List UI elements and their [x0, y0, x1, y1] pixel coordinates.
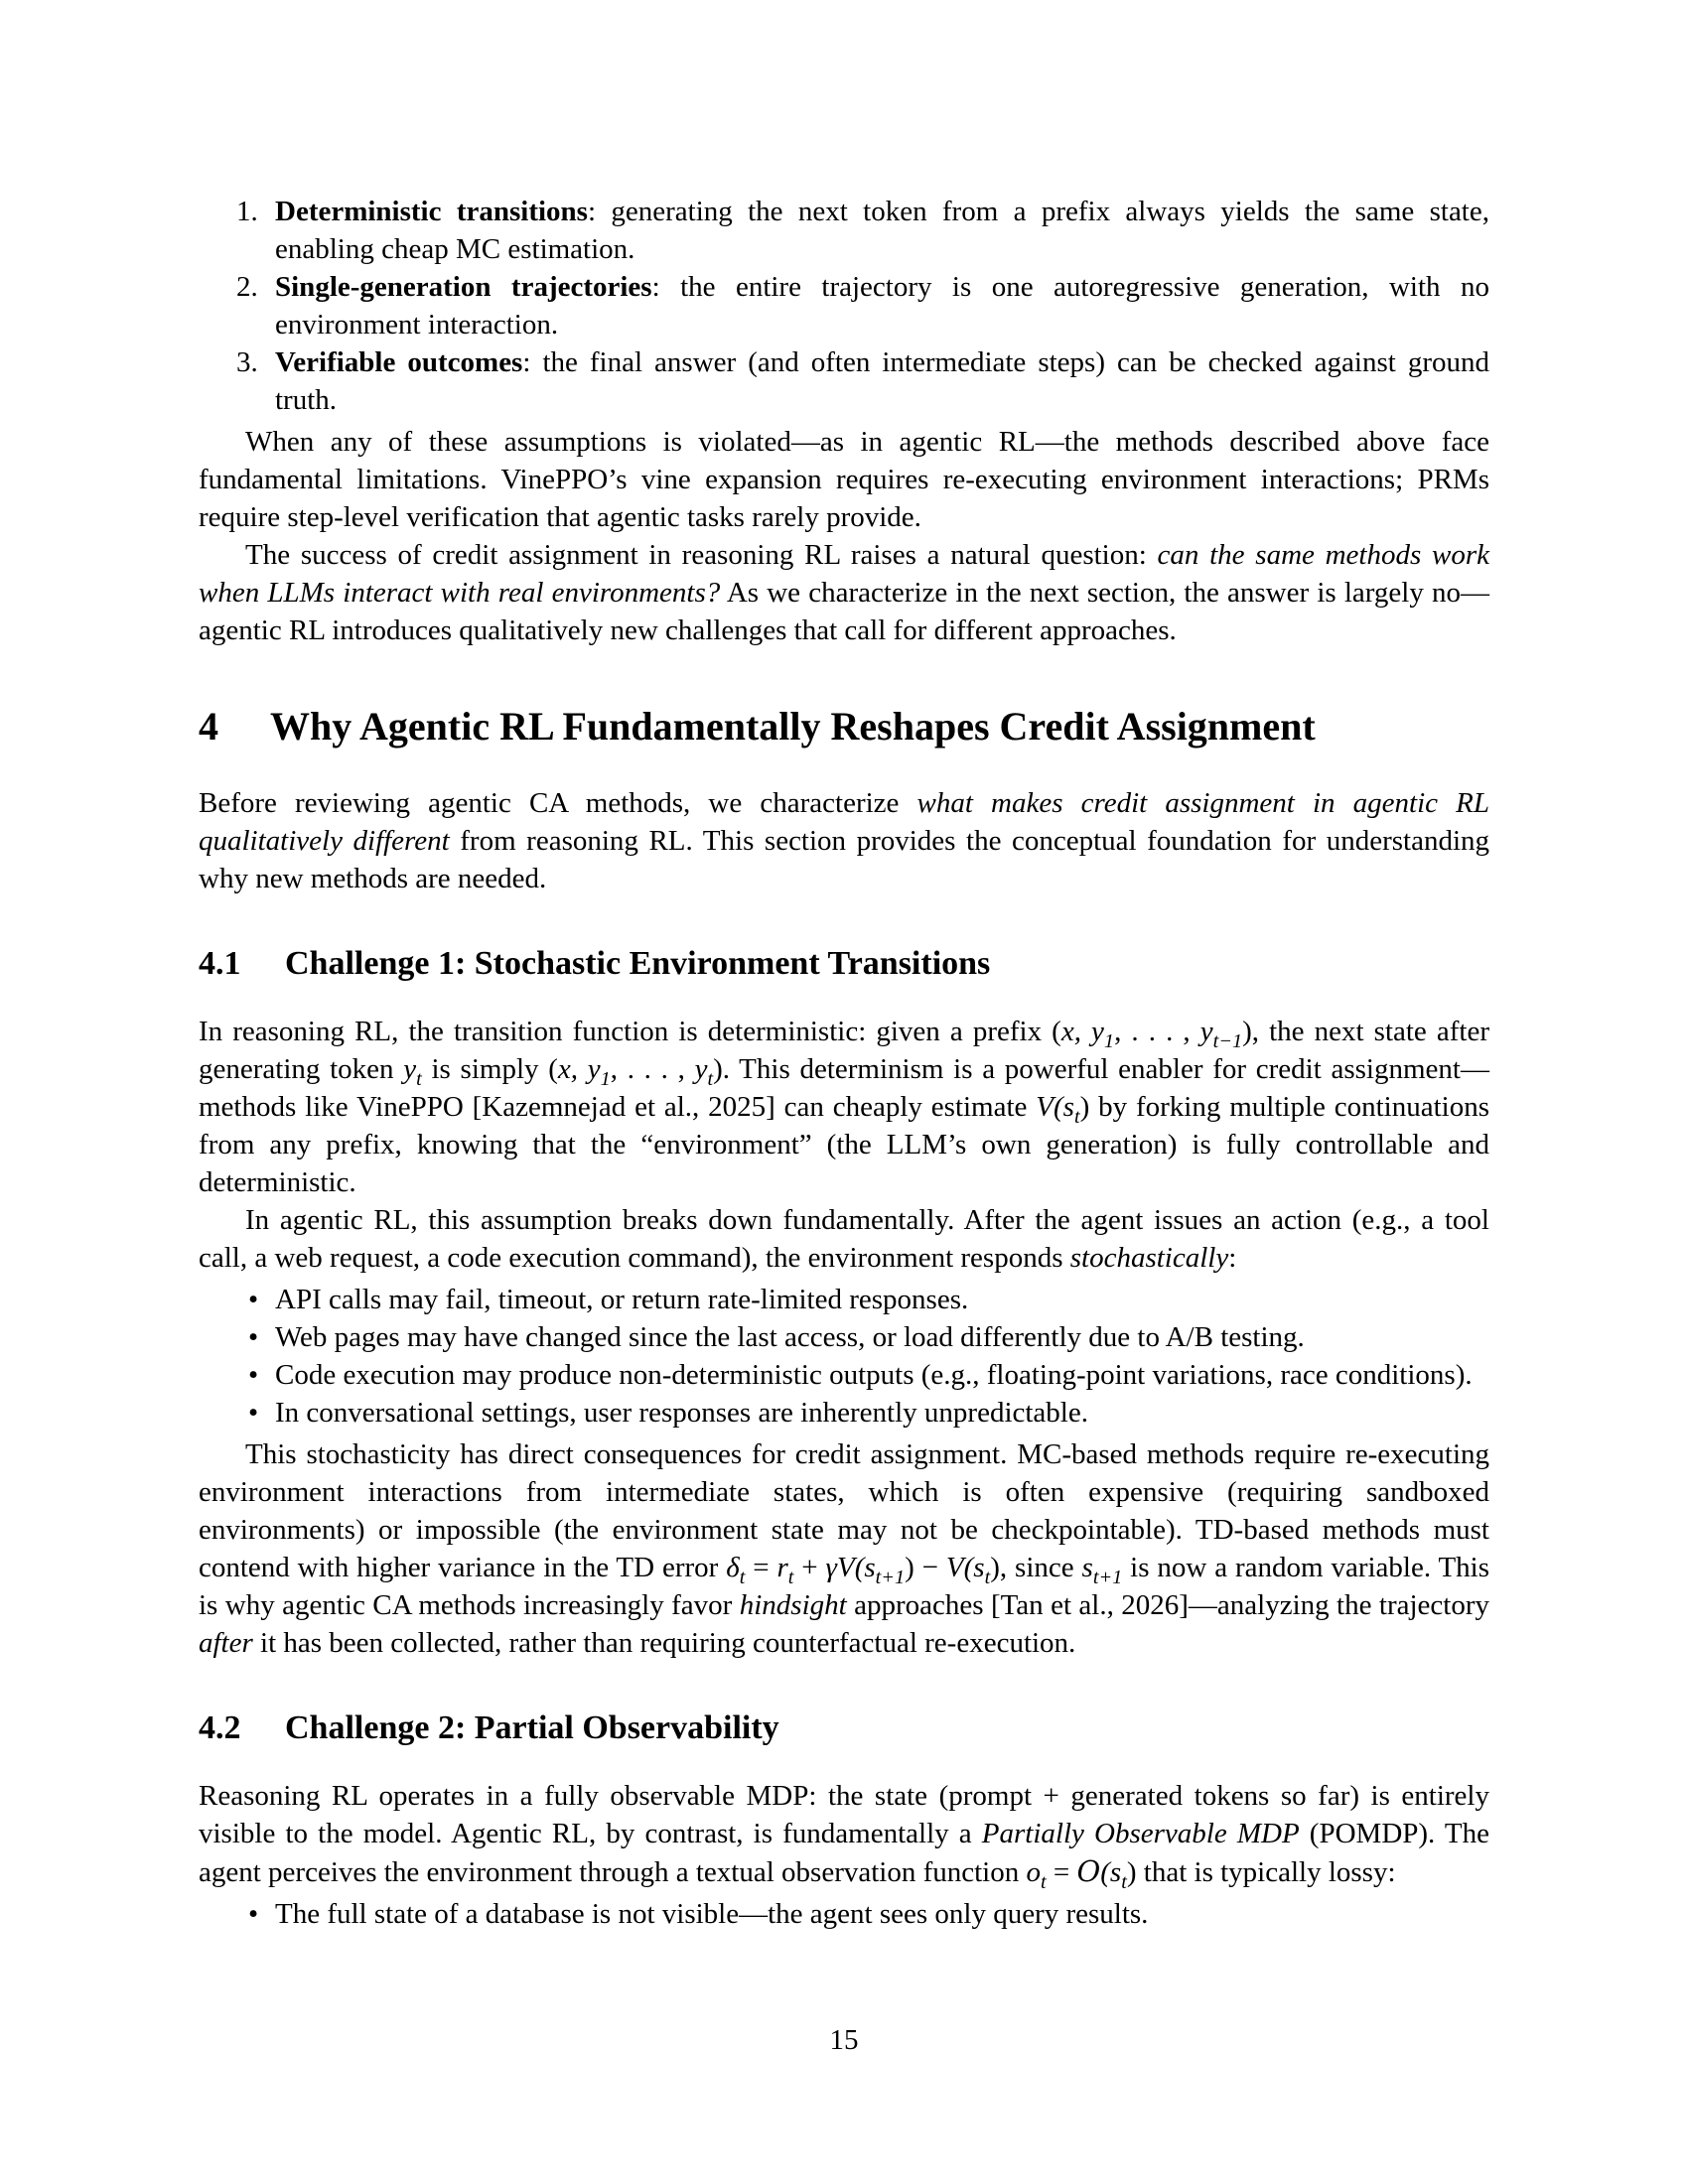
italic-text: γV: [825, 1552, 855, 1583]
text-run: ), the next state after generating token: [199, 1016, 1490, 1085]
italic-text: (s: [963, 1552, 985, 1583]
section-heading: [199, 703, 1489, 751]
heading-title: Challenge 1: Stochastic Environment Transitions: [285, 945, 991, 982]
bullet-icon: •: [248, 1397, 259, 1429]
text-run: Before reviewing agentic CA methods, we characterize: [199, 787, 917, 819]
math-subscript: t: [984, 1566, 991, 1588]
text-run: This stochasticity has direct consequences for credit assignment. MC-based methods require re-executing environment interactions from intermediate states, which is often expensive (requiring sandboxed environments) or impossible (the environment state may not be checkpointable). TD-based methods must contend with higher variance in the TD error: [199, 1438, 1489, 1583]
text-run: Reasoning RL operates in a fully observable MDP: the state (prompt + generated tokens so far) is entirely visible to the model. Agentic RL, by contrast, is fundamentally a: [199, 1780, 1489, 1849]
bold-text: Single-generation trajectories: [275, 271, 652, 303]
list-item-text: [275, 1284, 968, 1315]
text-run: In conversational settings, user responses are inherently unpredictable.: [275, 1397, 1088, 1429]
math-subscript: t: [739, 1566, 746, 1588]
list-item: [199, 268, 1489, 343]
list-item-text: [275, 271, 1489, 341]
page-body: [199, 189, 1489, 1937]
list-item: [199, 1394, 1489, 1432]
italic-text: stochastically: [1069, 1242, 1229, 1274]
list-item-text: [275, 1397, 1088, 1429]
text-run: In agentic RL, this assumption breaks down fundamentally. After the agent issues an action (e.g., a tool call, a web request, a code execution command), the environment responds: [199, 1204, 1489, 1274]
italic-text: what makes credit assignment in agentic RL qualitatively different: [199, 787, 1489, 857]
numbered-list: [199, 193, 1489, 419]
list-number: 2.: [236, 271, 258, 303]
text-run: approaches [Tan et al., 2026]—analyzing the trajectory: [846, 1589, 1489, 1621]
list-number: 3.: [236, 346, 258, 378]
italic-text: (s: [854, 1552, 876, 1583]
list-item: [199, 1281, 1489, 1318]
list-item: [199, 343, 1489, 419]
paragraph: [199, 1777, 1489, 1891]
list-item-text: [275, 346, 1489, 416]
page-footer: [0, 2021, 1688, 2059]
math-subscript: t: [1073, 1105, 1080, 1128]
bold-text: Verifiable outcomes: [275, 346, 523, 378]
text-run: ) −: [905, 1552, 946, 1583]
text-run: API calls may fail, timeout, or return rate-limited responses.: [275, 1284, 969, 1315]
text-run: it has been collected, rather than requiring counterfactual re-execution.: [252, 1627, 1076, 1659]
list-item: [199, 193, 1489, 268]
text-run: As we characterize in the next section, the answer is largely no—agentic RL introduces qualitatively new challenges that call for different approaches.: [199, 577, 1489, 646]
text-run: is simply (: [421, 1053, 558, 1085]
bullet-list: [199, 1895, 1489, 1933]
italic-text: (s: [1100, 1856, 1122, 1888]
bold-text: Deterministic transitions: [275, 196, 588, 227]
math-subscript: t−1: [1212, 1029, 1243, 1052]
math-subscript: 1: [600, 1067, 611, 1090]
text-run: ): [1126, 1856, 1137, 1888]
math-subscript: t: [416, 1067, 422, 1090]
italic-text: V: [1036, 1091, 1054, 1123]
text-run: from reasoning RL. This section provides the conceptual foundation for understanding why new methods are needed.: [199, 825, 1490, 894]
list-item-text: [275, 196, 1489, 265]
text-run: ), since: [990, 1552, 1082, 1583]
bullet-icon: •: [248, 1898, 259, 1930]
italic-text: x, y: [1060, 1016, 1104, 1047]
text-run: Web pages may have changed since the last access, or load differently due to A/B testing.: [275, 1321, 1305, 1353]
heading-title: Why Agentic RL Fundamentally Reshapes Credit Assignment: [270, 704, 1316, 749]
heading-title: Challenge 2: Partial Observability: [285, 1709, 779, 1746]
italic-text: y: [1199, 1016, 1213, 1047]
heading-number: 4.1: [199, 945, 241, 982]
italic-text: y: [694, 1053, 708, 1085]
list-item: [199, 1318, 1489, 1356]
italic-text: o: [1026, 1856, 1041, 1888]
text-run: (POMDP). The agent perceives the environment through a textual observation function: [199, 1818, 1489, 1888]
list-item-text: [275, 1321, 1305, 1353]
italic-text: δ: [726, 1552, 740, 1583]
text-run: : the final answer (and often intermediate steps) can be checked against ground truth.: [275, 346, 1489, 416]
italic-text: (s: [1054, 1091, 1074, 1123]
text-run: =: [1046, 1856, 1077, 1888]
text-run: by forking multiple continuations from any prefix, knowing that the “environment” (the LLM’s own generation) is fully controllable and deterministic.: [199, 1091, 1489, 1198]
italic-text: can the same methods work when LLMs interact with real environments?: [199, 539, 1489, 609]
text-run: , . . . ,: [610, 1053, 695, 1085]
math-subscript: t: [1040, 1870, 1047, 1893]
text-run: =: [745, 1552, 777, 1583]
list-item-text: [275, 1898, 1148, 1930]
bullet-list: [199, 1281, 1489, 1432]
paragraph: [199, 784, 1489, 897]
subsection-heading: [199, 943, 1489, 985]
paragraph: [199, 1201, 1489, 1277]
italic-text: Partially Observable MDP: [981, 1818, 1300, 1849]
paragraph: [199, 1013, 1489, 1201]
italic-text: r: [776, 1552, 788, 1583]
text-run: +: [793, 1552, 826, 1583]
bullet-icon: •: [248, 1284, 259, 1315]
text-run: :: [1228, 1242, 1237, 1274]
italic-text: x, y: [557, 1053, 601, 1085]
math-subscript: 1: [1103, 1029, 1115, 1052]
bullet-icon: •: [248, 1359, 259, 1391]
math-subscript: t: [707, 1067, 714, 1090]
text-run: The success of credit assignment in reasoning RL raises a natural question:: [245, 539, 1158, 571]
italic-text: s: [1081, 1552, 1093, 1583]
text-run: When any of these assumptions is violated—as in agentic RL—the methods described above face fundamental limitations. VinePPO’s vine expansion requires re-executing environment interactions; PRMs require step-level verification that agentic tasks rarely provide.: [199, 426, 1489, 533]
list-item-text: [275, 1359, 1473, 1391]
text-run: The full state of a database is not visible—the agent sees only query results.: [275, 1898, 1149, 1930]
math-subscript: t+1: [1092, 1566, 1123, 1588]
math-script-symbol: O: [1076, 1854, 1101, 1888]
bullet-icon: •: [248, 1321, 259, 1353]
text-run: In reasoning RL, the transition function is deterministic: given a prefix (: [199, 1016, 1061, 1047]
math-subscript: t+1: [875, 1566, 906, 1588]
math-subscript: t: [1121, 1870, 1127, 1893]
text-run: Code execution may produce non-deterministic outputs (e.g., floating-point variations, race conditions).: [275, 1359, 1473, 1391]
italic-text: after: [199, 1627, 253, 1659]
text-run: , . . . ,: [1114, 1016, 1200, 1047]
heading-number: 4: [199, 704, 218, 749]
list-item: [199, 1895, 1489, 1933]
page-number: 15: [829, 2024, 859, 2056]
math-subscript: t: [787, 1566, 794, 1588]
paragraph: [199, 536, 1489, 649]
text-run: ): [1079, 1091, 1090, 1123]
list-item: [199, 1356, 1489, 1394]
text-run: that is typically lossy:: [1136, 1856, 1396, 1888]
heading-number: 4.2: [199, 1709, 241, 1746]
text-run: is now a random variable. This is why agentic CA methods increasingly favor: [199, 1552, 1490, 1621]
text-run: ). This determinism is a powerful enabler for credit assignment—methods like VinePPO [Kazemnejad et al., 2025] can cheaply estimate: [199, 1053, 1489, 1123]
text-run: : the entire trajectory is one autoregressive generation, with no environment interaction.: [275, 271, 1489, 341]
italic-text: hindsight: [739, 1589, 847, 1621]
italic-text: y: [403, 1053, 417, 1085]
paragraph: [199, 1435, 1489, 1662]
subsection-heading: [199, 1707, 1489, 1749]
paragraph: [199, 423, 1489, 536]
text-run: : generating the next token from a prefix always yields the same state, enabling cheap MC estimation.: [275, 196, 1489, 265]
italic-text: V: [945, 1552, 964, 1583]
list-number: 1.: [236, 196, 258, 227]
